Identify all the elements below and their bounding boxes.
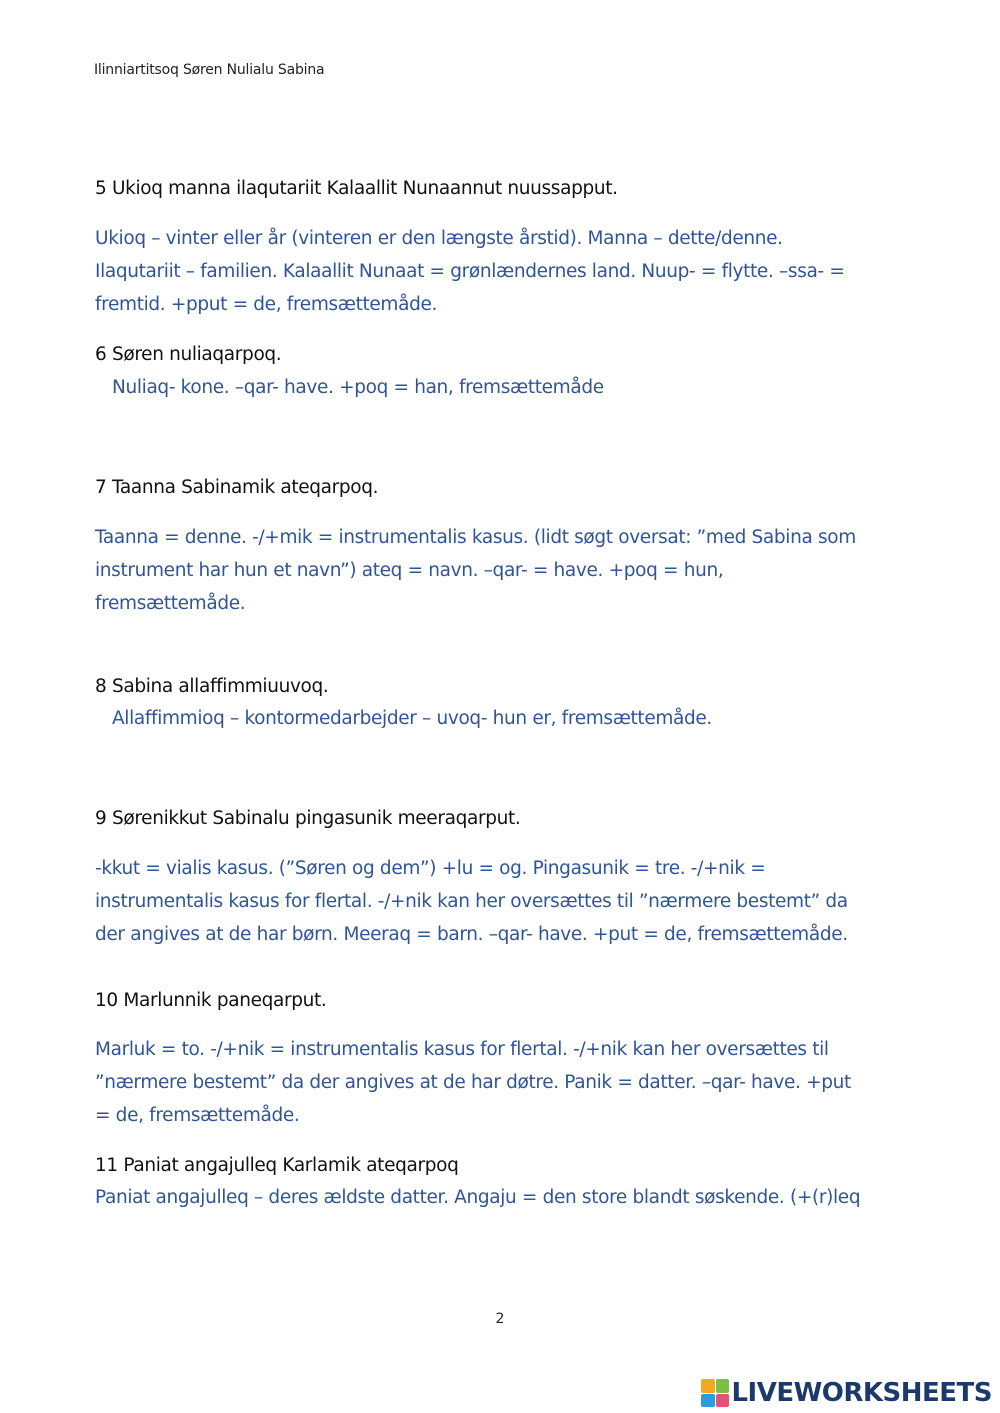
sentence-9: 9 Sørenikkut Sabinalu pingasunik meeraqarput. <box>95 808 521 829</box>
liveworksheets-logo-icon <box>701 1379 729 1407</box>
explanation-7-line-3: fremsættemåde. <box>95 593 246 614</box>
sentence-6: 6 Søren nuliaqarpoq. <box>95 344 282 365</box>
sentence-5: 5 Ukioq manna ilaqutariit Kalaallit Nunaannut nuussapput. <box>95 178 618 199</box>
explanation-9-line-2: instrumentalis kasus for flertal. -/+nik kan her oversættes til ”nærmere bestemt” da <box>95 891 848 912</box>
sentence-8: 8 Sabina allaffimmiuuvoq. <box>95 676 329 697</box>
explanation-5-line-1: Ukioq – vinter eller år (vinteren er den længste årstid). Manna – dette/denne. <box>95 228 783 249</box>
logo-square-4 <box>716 1394 730 1408</box>
explanation-10-line-3: = de, fremsættemåde. <box>95 1105 300 1126</box>
liveworksheets-logo[interactable] <box>701 1377 992 1409</box>
page-header: Ilinniartitsoq Søren Nulialu Sabina <box>94 62 325 78</box>
sentence-11: 11 Paniat angajulleq Karlamik ateqarpoq <box>95 1155 459 1176</box>
explanation-6-line-1: Nuliaq- kone. –qar- have. +poq = han, fremsættemåde <box>112 377 604 398</box>
logo-square-2 <box>716 1379 730 1393</box>
sentence-10: 10 Marlunnik paneqarput. <box>95 990 327 1011</box>
explanation-7-line-2: instrument har hun et navn”) ateq = navn. –qar- = have. +poq = hun, <box>95 560 724 581</box>
explanation-5-line-3: fremtid. +pput = de, fremsættemåde. <box>95 294 438 315</box>
logo-square-1 <box>701 1379 715 1393</box>
sentence-7: 7 Taanna Sabinamik ateqarpoq. <box>95 477 379 498</box>
logo-square-3 <box>701 1394 715 1408</box>
explanation-7-line-1: Taanna = denne. -/+mik = instrumentalis kasus. (lidt søgt oversat: ”med Sabina som <box>95 527 856 548</box>
explanation-8-line-1: Allaffimmioq – kontormedarbejder – uvoq- hun er, fremsættemåde. <box>112 708 712 729</box>
explanation-9-line-3: der angives at de har børn. Meeraq = barn. –qar- have. +put = de, fremsættemåde. <box>95 924 848 945</box>
liveworksheets-brand-text: LIVEWORKSHEETS <box>731 1378 992 1408</box>
page-number: 2 <box>495 1311 505 1327</box>
explanation-10-line-2: ”nærmere bestemt” da der angives at de har døtre. Panik = datter. –qar- have. +put <box>95 1072 851 1093</box>
explanation-9-line-1: -kkut = vialis kasus. (”Søren og dem”) +lu = og. Pingasunik = tre. -/+nik = <box>95 858 766 879</box>
explanation-10-line-1: Marluk = to. -/+nik = instrumentalis kasus for flertal. -/+nik kan her oversættes til <box>95 1039 829 1060</box>
explanation-11-line-1: Paniat angajulleq – deres ældste datter. Angaju = den store blandt søskende. (+(r)leq <box>95 1187 861 1208</box>
explanation-5-line-2: Ilaqutariit – familien. Kalaallit Nunaat = grønlændernes land. Nuup- = flytte. –ssa- = <box>95 261 845 282</box>
